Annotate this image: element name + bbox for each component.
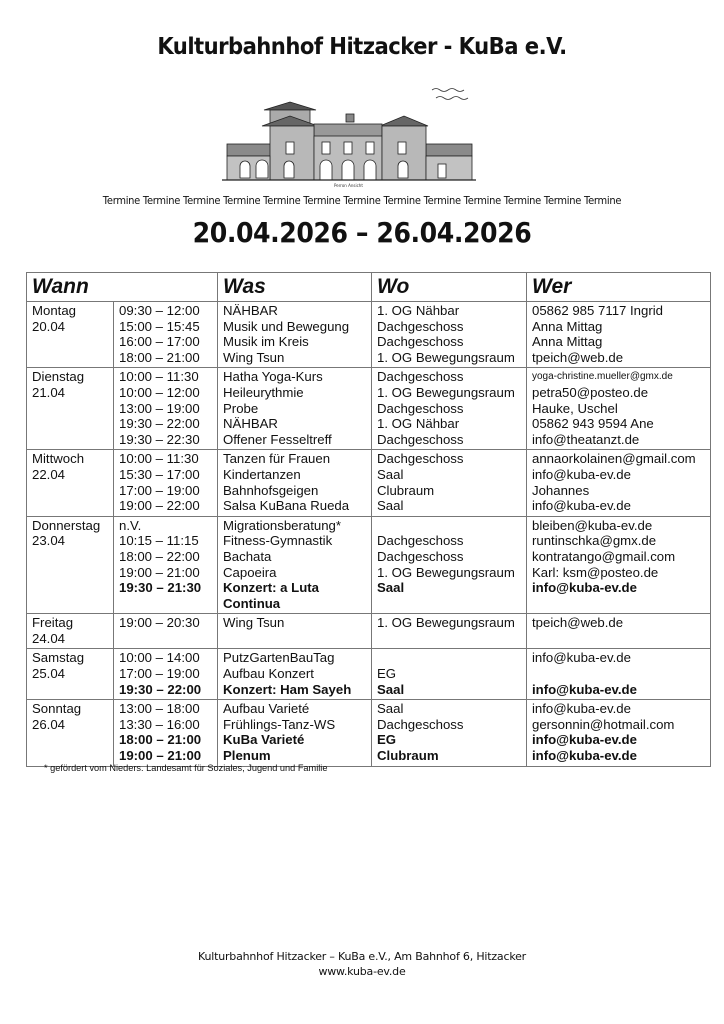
schedule-table xyxy=(26,272,711,767)
table-row xyxy=(27,649,711,700)
day-cell xyxy=(27,700,114,766)
table-row xyxy=(27,302,711,368)
day-cell xyxy=(27,368,114,450)
entry-time: 13:00 – 18:00 xyxy=(119,701,200,717)
entry-was: Salsa KuBana Rueda xyxy=(223,498,350,514)
entry-contact: petra50@posteo.de xyxy=(532,384,649,400)
entry-location: 1. OG Bewegungsraum xyxy=(377,384,515,400)
entry-contact: Anna Mittag xyxy=(532,334,603,350)
entry-contact: Johannes xyxy=(532,482,590,498)
entry-time: 10:00 – 14:00 xyxy=(119,650,200,666)
termine-strip: Termine Termine Termine Termine Termine Termine Termine Termine Termine Termine Termine Termine Termine xyxy=(102,194,622,207)
entry-was: Wing Tsun xyxy=(223,349,285,365)
entry-time: 13:00 – 19:00 xyxy=(119,400,200,416)
entry-location: 1. OG Bewegungsraum xyxy=(377,564,515,580)
entry-contact: Anna Mittag xyxy=(532,318,603,334)
wer-cell xyxy=(527,450,711,516)
entry-was: Heileurythmie xyxy=(223,384,304,400)
entry-was: Offener Fesseltreff xyxy=(223,431,332,447)
day-date: 22.04 xyxy=(32,466,66,482)
footnote: * gefördert vom Nieders. Landesamt für Soziales, Jugend und Familie xyxy=(44,763,328,773)
entry-time: 19:00 – 20:30 xyxy=(119,615,200,631)
entry-time: 19:30 – 22:00 xyxy=(119,681,202,697)
entry-contact: info@theatanzt.de xyxy=(532,431,640,447)
time-cell xyxy=(114,700,218,766)
entry-time: 18:00 – 21:00 xyxy=(119,349,200,365)
entry-was: Tanzen für Frauen xyxy=(223,451,331,467)
day-date: 21.04 xyxy=(32,384,66,400)
was-cell xyxy=(218,700,372,766)
entry-contact xyxy=(532,666,705,682)
entry-contact: tpeich@web.de xyxy=(532,349,624,365)
blank-line xyxy=(119,631,212,647)
entry-location: Dachgeschoss xyxy=(377,318,464,334)
entry-time: 13:30 – 16:00 xyxy=(119,716,200,732)
wer-cell xyxy=(527,368,711,450)
wer-cell xyxy=(527,302,711,368)
entry-location: Dachgeschoss xyxy=(377,716,464,732)
day-date: 23.04 xyxy=(32,533,66,549)
entry-contact: info@kuba-ev.de xyxy=(532,466,631,482)
header-wo: Wo xyxy=(372,273,527,302)
entry-location: Saal xyxy=(377,580,405,596)
entry-location: 1. OG Bewegungsraum xyxy=(377,615,515,631)
entry-time: 10:00 – 11:30 xyxy=(119,369,199,385)
table-row xyxy=(27,450,711,516)
time-cell xyxy=(114,368,218,450)
entry-location: Saal xyxy=(377,681,405,697)
table-row xyxy=(27,516,711,614)
entry-contact: info@kuba-ev.de xyxy=(532,732,637,748)
table-row xyxy=(27,368,711,450)
wo-cell xyxy=(372,450,527,516)
day-name: Donnerstag xyxy=(32,517,101,533)
entry-was: KuBa Varieté xyxy=(223,732,305,748)
was-cell xyxy=(218,368,372,450)
entry-time: n.V. xyxy=(119,517,142,533)
entry-was: Konzert: Ham Sayeh xyxy=(223,681,352,697)
day-cell xyxy=(27,649,114,700)
blank-line xyxy=(532,631,705,647)
entry-location: 1. OG Nähbar xyxy=(377,416,460,432)
entry-time: 16:00 – 17:00 xyxy=(119,334,200,350)
entry-time: 09:30 – 12:00 xyxy=(119,303,200,318)
entry-contact: 05862 943 9594 Ane xyxy=(532,416,654,432)
entry-was: Wing Tsun xyxy=(223,615,285,631)
day-name: Mittwoch xyxy=(32,451,85,467)
entry-was: NÄHBAR xyxy=(223,416,278,432)
entry-was: Bahnhofsgeigen xyxy=(223,482,319,498)
entry-location: EG xyxy=(377,732,397,748)
day-date: 25.04 xyxy=(32,666,66,682)
time-cell xyxy=(114,516,218,614)
table-row xyxy=(27,700,711,766)
was-cell xyxy=(218,302,372,368)
wo-cell xyxy=(372,302,527,368)
table-row xyxy=(27,614,711,649)
entry-was: Hatha Yoga-Kurs xyxy=(223,369,323,385)
day-cell xyxy=(27,450,114,516)
blank-line xyxy=(223,631,366,647)
was-cell xyxy=(218,649,372,700)
entry-was: Frühlings-Tanz-WS xyxy=(223,716,336,732)
entry-contact: 05862 985 7117 Ingrid xyxy=(532,303,664,318)
entry-location xyxy=(377,650,521,666)
was-cell xyxy=(218,516,372,614)
header-wann: Wann xyxy=(27,273,218,302)
entry-contact: info@kuba-ev.de xyxy=(532,701,631,717)
entry-time: 10:15 – 11:15 xyxy=(119,533,199,549)
entry-time: 18:00 – 22:00 xyxy=(119,548,200,564)
was-cell xyxy=(218,614,372,649)
entry-contact: Hauke, Uschel xyxy=(532,400,618,416)
entry-was: Probe xyxy=(223,400,259,416)
entry-was-continued: Continua xyxy=(223,595,281,611)
entry-location: Dachgeschoss xyxy=(377,548,464,564)
day-name: Freitag xyxy=(32,615,74,631)
entry-contact: annaorkolainen@gmail.com xyxy=(532,451,696,467)
entry-was: Migrationsberatung* xyxy=(223,517,342,533)
entry-location: Dachgeschoss xyxy=(377,334,464,350)
entry-was: Musik im Kreis xyxy=(223,334,309,350)
entry-time: 18:00 – 21:00 xyxy=(119,732,202,748)
wer-cell xyxy=(527,700,711,766)
entry-contact: yoga-christine.mueller@gmx.de xyxy=(532,371,673,383)
entry-time: 10:00 – 12:00 xyxy=(119,384,200,400)
entry-location: 1. OG Nähbar xyxy=(377,303,460,318)
entry-contact: runtinschka@gmx.de xyxy=(532,533,657,549)
time-cell xyxy=(114,302,218,368)
entry-time: 15:30 – 17:00 xyxy=(119,466,200,482)
schedule-body xyxy=(27,302,711,767)
entry-was: Plenum xyxy=(223,748,271,764)
entry-contact: info@kuba-ev.de xyxy=(532,498,631,514)
entry-time: 19:30 – 21:30 xyxy=(119,580,202,596)
entry-time: 19:00 – 21:00 xyxy=(119,748,202,764)
entry-was: Musik und Bewegung xyxy=(223,318,350,334)
time-cell xyxy=(114,649,218,700)
wo-cell xyxy=(372,700,527,766)
wo-cell xyxy=(372,368,527,450)
entry-location: EG xyxy=(377,666,397,682)
entry-was: Bachata xyxy=(223,548,272,564)
entry-location: Dachgeschoss xyxy=(377,400,464,416)
entry-was: NÄHBAR xyxy=(223,303,278,318)
entry-was: Fitness-Gymnastik xyxy=(223,533,333,549)
time-cell xyxy=(114,450,218,516)
blank-line xyxy=(377,631,521,647)
date-range-heading: 20.04.2026 – 26.04.2026 xyxy=(192,216,532,249)
entry-was: PutzGartenBauTag xyxy=(223,650,335,666)
entry-location: Clubraum xyxy=(377,748,439,764)
day-name: Dienstag xyxy=(32,369,85,385)
entry-contact: kontratango@gmail.com xyxy=(532,548,676,564)
was-cell xyxy=(218,450,372,516)
entry-contact: gersonnin@hotmail.com xyxy=(532,716,675,732)
entry-location xyxy=(377,518,521,534)
entry-location: Dachgeschoss xyxy=(377,431,464,447)
entry-location: Dachgeschoss xyxy=(377,533,464,549)
entry-time: 17:00 – 19:00 xyxy=(119,666,200,682)
entry-contact: info@kuba-ev.de xyxy=(532,681,637,697)
table-header-row xyxy=(27,273,711,302)
wer-cell xyxy=(527,649,711,700)
entry-time: 19:30 – 22:00 xyxy=(119,416,200,432)
entry-time: 19:30 – 22:30 xyxy=(119,431,200,447)
wo-cell xyxy=(372,516,527,614)
day-name: Samstag xyxy=(32,650,85,666)
entry-was: Kindertanzen xyxy=(223,466,301,482)
footer-address: Kulturbahnhof Hitzacker – KuBa e.V., Am Bahnhof 6, Hitzacker xyxy=(198,950,526,963)
entry-contact: info@kuba-ev.de xyxy=(532,748,637,764)
entry-location: Saal xyxy=(377,498,404,514)
entry-location: Saal xyxy=(377,701,404,717)
day-cell xyxy=(27,516,114,614)
time-cell xyxy=(114,614,218,649)
day-name: Sonntag xyxy=(32,701,82,717)
entry-time: 10:00 – 11:30 xyxy=(119,451,199,467)
wo-cell xyxy=(372,649,527,700)
entry-location: Saal xyxy=(377,466,404,482)
header-wer: Wer xyxy=(527,273,711,302)
entry-location: Dachgeschoss xyxy=(377,369,464,385)
entry-time: 17:00 – 19:00 xyxy=(119,482,200,498)
entry-contact: Karl: ksm@posteo.de xyxy=(532,564,659,580)
entry-contact: tpeich@web.de xyxy=(532,615,624,631)
entry-contact: info@kuba-ev.de xyxy=(532,650,631,666)
entry-time: 19:00 – 21:00 xyxy=(119,564,200,580)
wo-cell xyxy=(372,614,527,649)
entry-location: Dachgeschoss xyxy=(377,451,464,467)
entry-contact: info@kuba-ev.de xyxy=(532,580,637,596)
entry-location: 1. OG Bewegungsraum xyxy=(377,349,515,365)
entry-was: Konzert: a Luta xyxy=(223,580,319,596)
entry-was: Aufbau Varieté xyxy=(223,701,310,717)
wer-cell xyxy=(527,614,711,649)
entry-was: Capoeira xyxy=(223,564,277,580)
entry-time: 15:00 – 15:45 xyxy=(119,318,200,334)
header-was: Was xyxy=(218,273,372,302)
day-date: 26.04 xyxy=(32,716,66,732)
train-station-illustration xyxy=(222,78,502,188)
wer-cell xyxy=(527,516,711,614)
entry-contact: bleiben@kuba-ev.de xyxy=(532,517,653,533)
entry-location: Clubraum xyxy=(377,482,435,498)
page-title: Kulturbahnhof Hitzacker - KuBa e.V. xyxy=(157,34,567,60)
day-cell xyxy=(27,614,114,649)
illustration-caption: Perron Ansicht xyxy=(334,183,363,188)
day-date: 24.04 xyxy=(32,630,66,646)
entry-was: Aufbau Konzert xyxy=(223,666,314,682)
footer-website: www.kuba-ev.de xyxy=(318,965,406,978)
day-cell xyxy=(27,302,114,368)
entry-time: 19:00 – 22:00 xyxy=(119,498,200,514)
day-name: Montag xyxy=(32,303,76,318)
day-date: 20.04 xyxy=(32,318,66,334)
